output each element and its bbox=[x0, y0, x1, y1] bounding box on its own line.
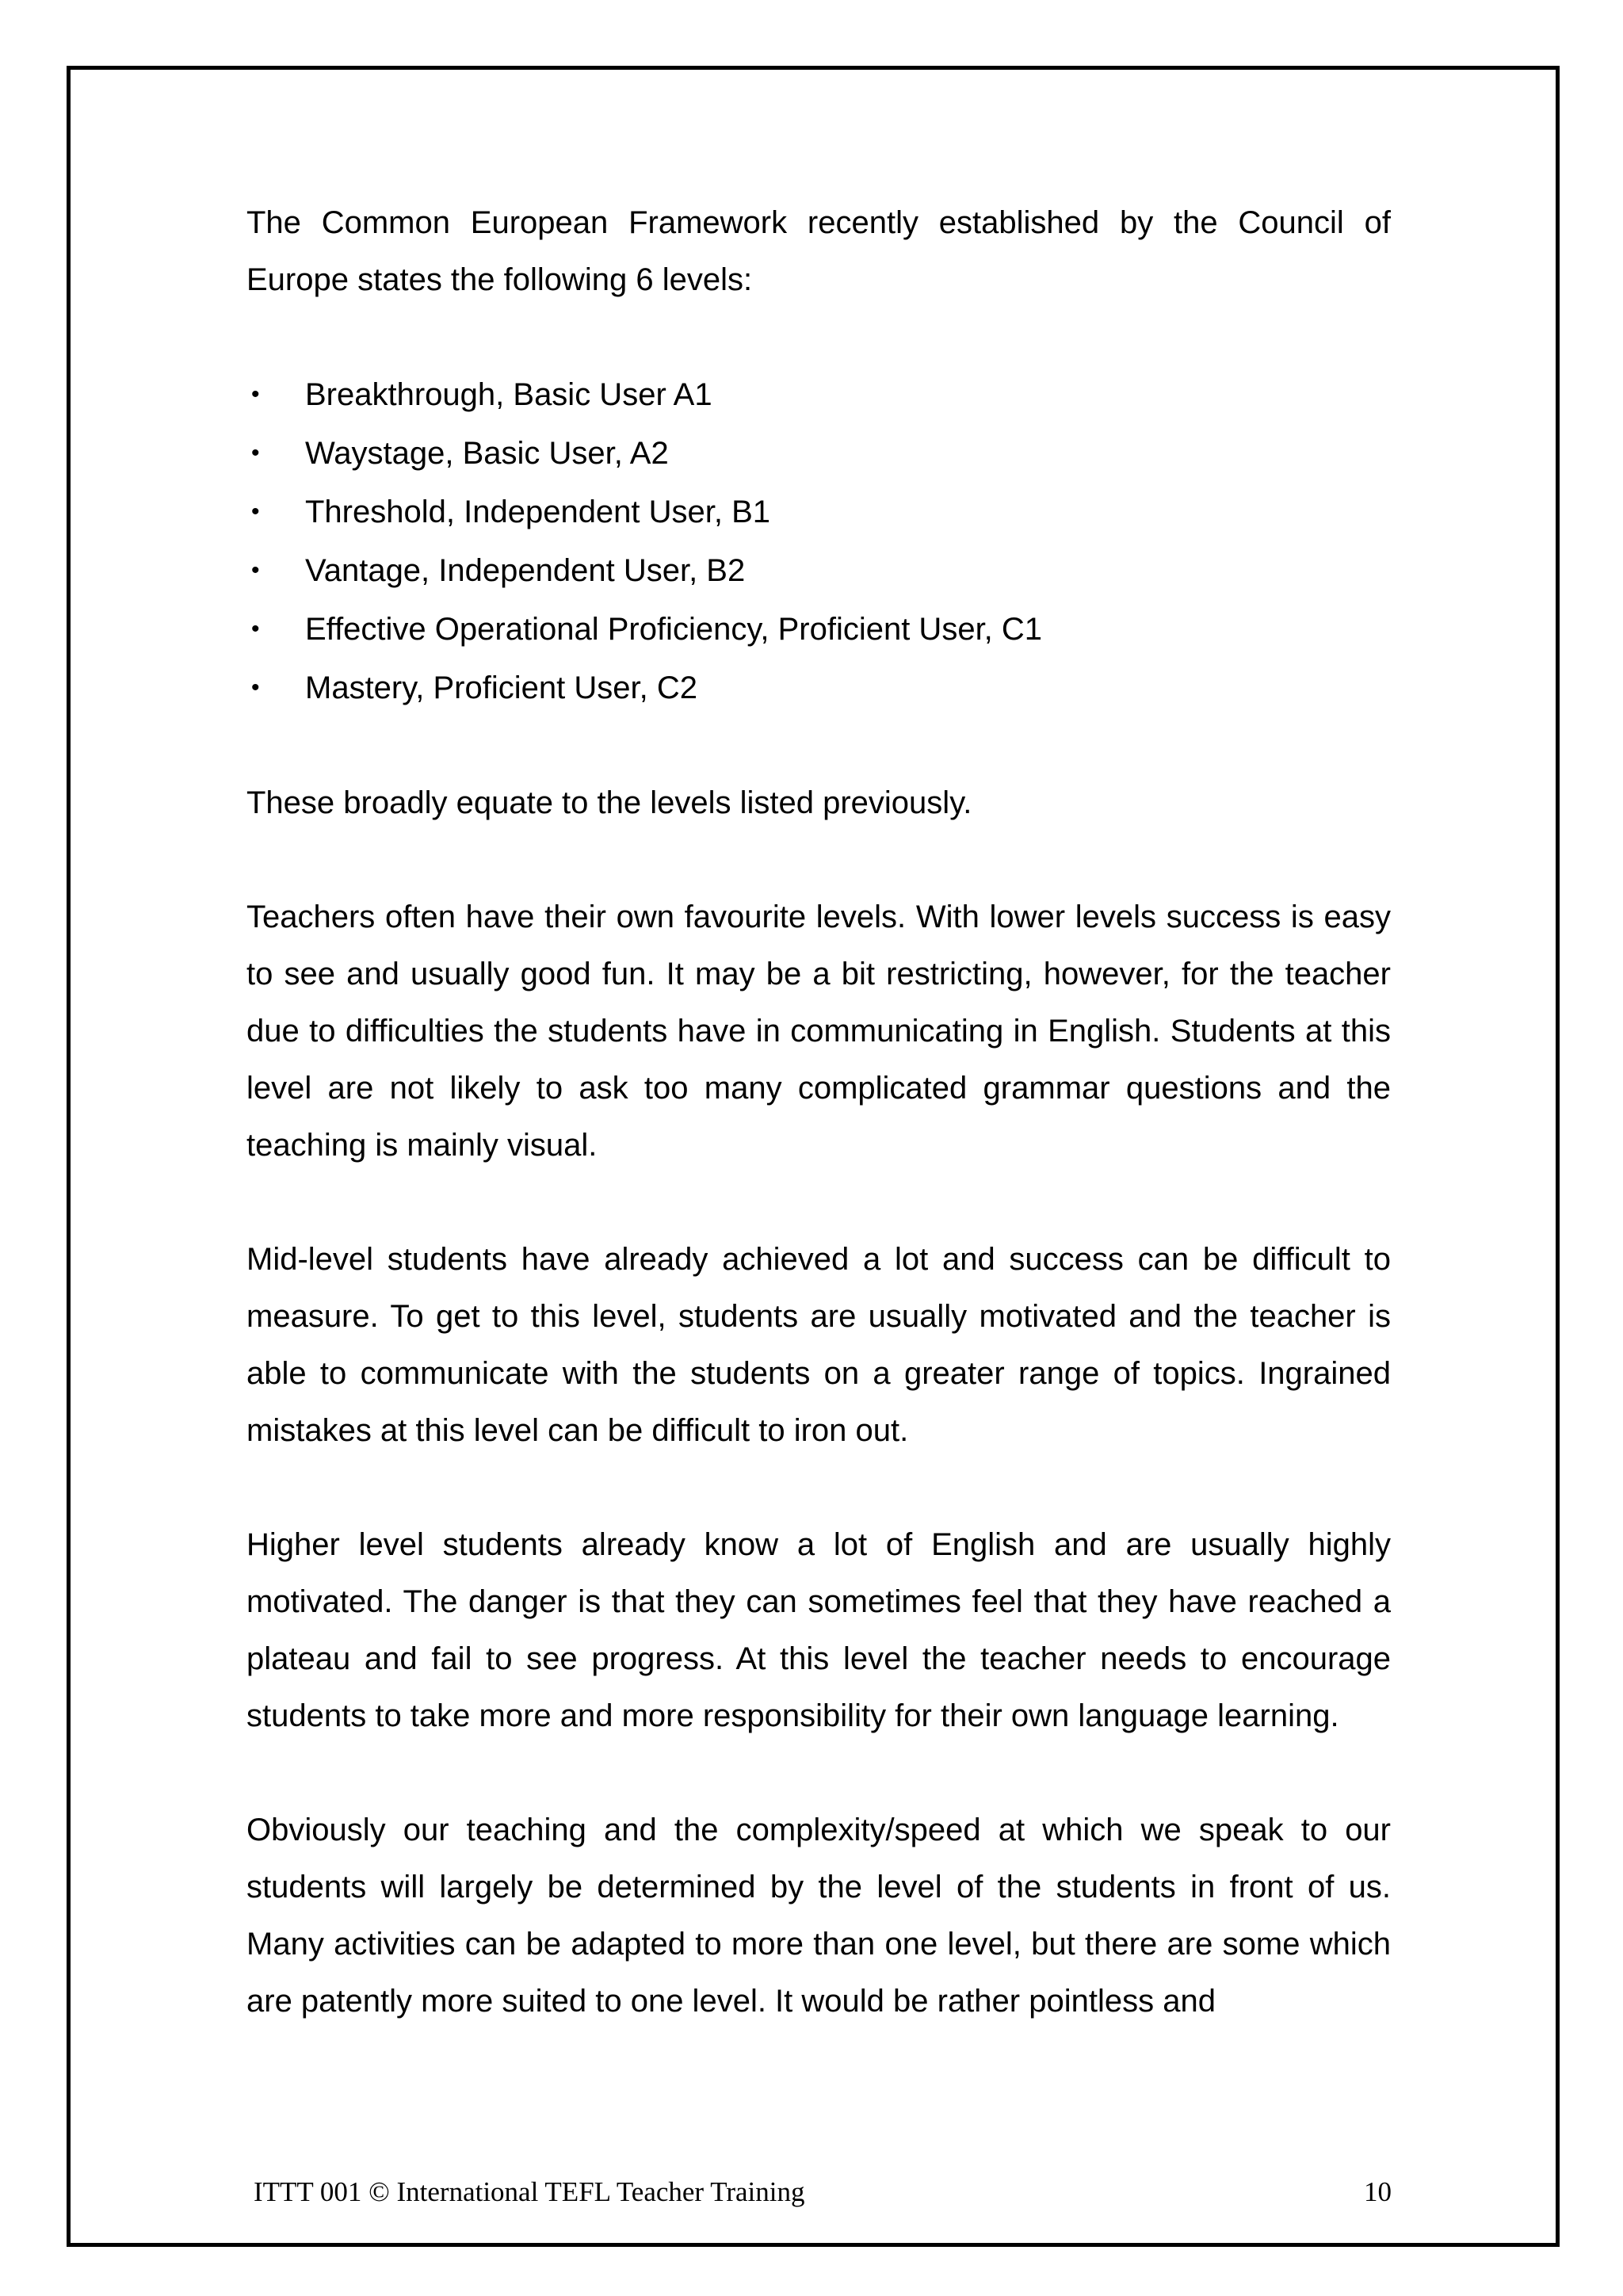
level-label: Effective Operational Proficiency, Proficient User, C1 bbox=[305, 612, 1043, 647]
spacer bbox=[246, 1744, 1391, 1801]
list-item bbox=[246, 365, 1391, 424]
level-label: Threshold, Independent User, B1 bbox=[305, 495, 771, 529]
level-label: Mastery, Proficient User, C2 bbox=[305, 670, 697, 705]
spacer bbox=[246, 717, 1391, 774]
levels-list bbox=[246, 365, 1391, 717]
page-number: 10 bbox=[1364, 2176, 1392, 2207]
list-item bbox=[246, 424, 1391, 483]
paragraph-mid-levels: Mid-level students have already achieved a lot and success can be difficult to measure. To get to this level, students are usually motivated and the teacher is able to communicate with the students on a greater range of topics. Ingrained mistakes at this level can be difficult to iron out. bbox=[246, 1242, 1391, 1448]
document-body bbox=[246, 194, 1391, 2030]
list-item bbox=[246, 600, 1391, 659]
level-label: Breakthrough, Basic User A1 bbox=[305, 377, 712, 412]
level-label: Waystage, Basic User, A2 bbox=[305, 436, 669, 471]
spacer bbox=[246, 1459, 1391, 1516]
paragraph-levels-equate: These broadly equate to the levels listed previously. bbox=[246, 785, 972, 820]
spacer bbox=[246, 308, 1391, 365]
bullet-icon: • bbox=[251, 499, 260, 525]
intro-paragraph: The Common European Framework recently established by the Council of Europe states the following 6 levels: bbox=[246, 205, 1391, 297]
bullet-icon: • bbox=[251, 674, 260, 701]
list-item bbox=[246, 659, 1391, 717]
level-label: Vantage, Independent User, B2 bbox=[305, 553, 746, 588]
footer-copyright: ITTT 001 © International TEFL Teacher Training bbox=[254, 2176, 805, 2207]
paragraph-higher-levels: Higher level students already know a lot of English and are usually highly motivated. The danger is that they can sometimes feel that they have reached a plateau and fail to see progress. At this level the teacher needs to encourage students to take more and more responsibility for their own language learning. bbox=[246, 1527, 1391, 1733]
bullet-icon: • bbox=[251, 440, 260, 466]
paragraph-lower-levels: Teachers often have their own favourite levels. With lower levels success is easy to see and usually good fun. It may be a bit restricting, however, for the teacher due to difficulties the students have in communicating in English. Students at this level are not likely to ask too many complicated grammar questions and the teaching is mainly visual. bbox=[246, 900, 1391, 1163]
bullet-icon: • bbox=[251, 616, 260, 642]
list-item bbox=[246, 541, 1391, 600]
spacer bbox=[246, 1174, 1391, 1231]
paragraph-adapting-teaching: Obviously our teaching and the complexity/speed at which we speak to our students will largely be determined by the level of the students in front of us. Many activities can be adapted to more than one level, but there are some which are patently more suited to one level. It would be rather pointless and bbox=[246, 1813, 1391, 2019]
bullet-icon: • bbox=[251, 381, 260, 407]
spacer bbox=[246, 831, 1391, 888]
list-item bbox=[246, 483, 1391, 541]
bullet-icon: • bbox=[251, 557, 260, 583]
